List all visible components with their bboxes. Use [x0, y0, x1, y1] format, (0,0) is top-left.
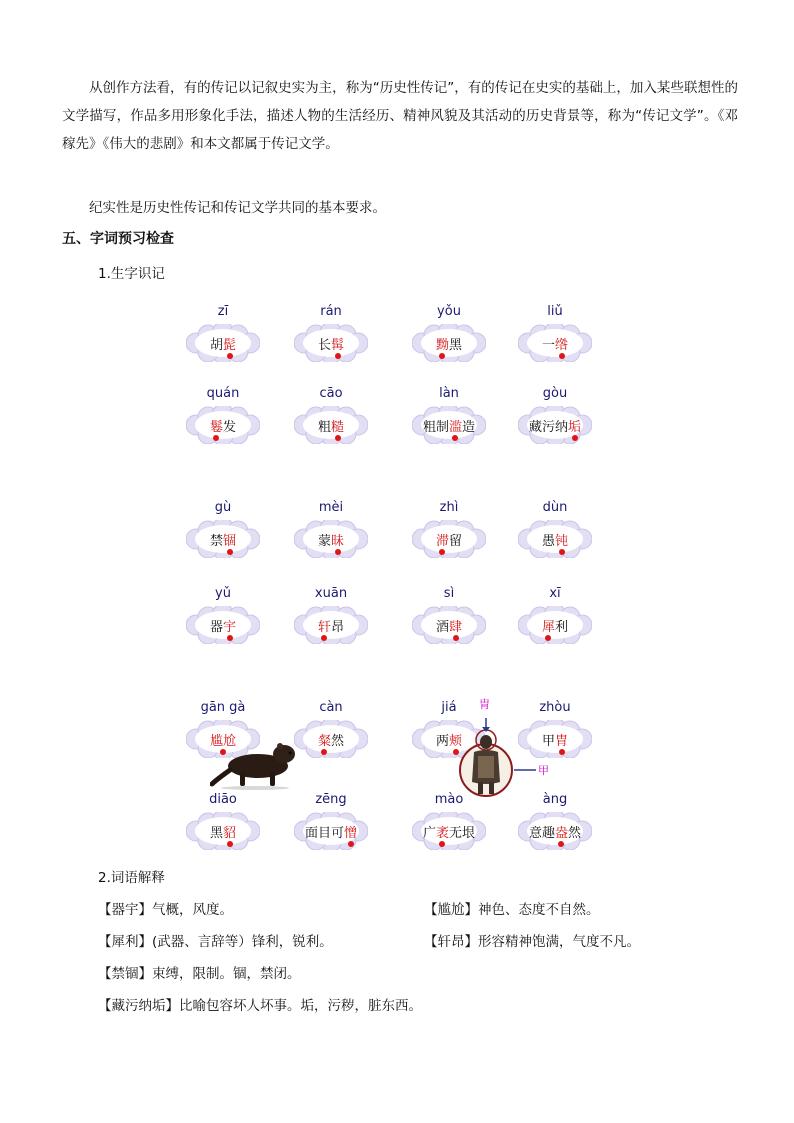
character-word	[518, 822, 592, 841]
armor-label-helmet: 胄	[479, 698, 490, 711]
character-card	[186, 792, 260, 862]
word-plain-suffix: 然	[331, 734, 345, 749]
character-card	[412, 386, 486, 456]
word-plain-suffix: 昂	[331, 620, 345, 635]
character-word	[294, 616, 368, 635]
pinyin-label: yǒu	[437, 304, 461, 319]
character-card	[518, 792, 592, 862]
emphasis-dot	[227, 635, 233, 641]
word-highlight: 宇	[223, 620, 237, 635]
word-plain-prefix: 粗制	[422, 420, 449, 435]
character-card	[294, 792, 368, 862]
word-plain-suffix: 留	[449, 534, 463, 549]
word-plain-suffix: 然	[568, 826, 582, 841]
word-highlight: 绺	[555, 338, 569, 353]
armor-label-body: 甲	[538, 764, 549, 777]
word-plain-prefix: 禁	[209, 534, 223, 549]
character-word	[412, 822, 486, 841]
character-word	[412, 530, 486, 549]
word-highlight: 昧	[331, 534, 345, 549]
pinyin-label: gān gà	[200, 700, 246, 715]
word-highlight: 滥	[448, 420, 462, 435]
word-highlight: 粲	[317, 734, 331, 749]
word-plain-prefix: 胡	[209, 338, 223, 353]
word-plain-prefix: 面目可	[304, 826, 344, 841]
emphasis-dot	[227, 549, 233, 555]
word-plain-prefix: 两	[435, 734, 449, 749]
word-highlight: 轩	[317, 620, 331, 635]
character-card	[186, 304, 260, 374]
word-highlight: 胄	[555, 734, 569, 749]
character-card	[412, 792, 486, 862]
character-card	[186, 586, 260, 656]
character-word	[186, 616, 260, 635]
word-highlight: 锢	[223, 534, 237, 549]
character-card	[186, 386, 260, 456]
definition-xuanang: 【轩昂】形容精神饱满，气度不凡。	[424, 934, 640, 950]
word-highlight: 滞	[435, 534, 449, 549]
character-word	[294, 334, 368, 353]
ferret-image	[210, 734, 300, 790]
pinyin-label: dùn	[542, 500, 568, 515]
definition-jingu: 【禁锢】束缚，限制。锢，禁闭。	[98, 966, 301, 982]
word-plain-prefix: 粗	[317, 420, 331, 435]
summary-paragraph: 纪实性是历史性传记和传记文学共同的基本要求。	[89, 200, 386, 216]
word-highlight: 憎	[344, 826, 358, 841]
pinyin-label: zhì	[439, 500, 459, 515]
word-highlight: 貂	[223, 826, 237, 841]
word-plain-prefix: 黑	[209, 826, 223, 841]
pinyin-label: zī	[217, 304, 229, 319]
word-plain-suffix: 利	[555, 620, 569, 635]
character-card	[294, 386, 368, 456]
character-word	[518, 616, 592, 635]
emphasis-dot	[348, 841, 354, 847]
character-card	[412, 586, 486, 656]
pinyin-label: zēng	[315, 792, 347, 807]
word-plain-prefix: 愚	[541, 534, 555, 549]
definition-qiyu: 【器宇】气概，风度。	[98, 902, 233, 918]
character-word	[186, 416, 260, 435]
pinyin-label: mào	[434, 792, 464, 807]
character-word	[186, 822, 260, 841]
word-plain-prefix: 酒	[435, 620, 449, 635]
pinyin-label: quán	[206, 386, 240, 401]
character-word	[186, 530, 260, 549]
pinyin-label: mèi	[318, 500, 344, 515]
character-word	[186, 334, 260, 353]
pinyin-label: yǔ	[215, 586, 231, 601]
character-card	[518, 304, 592, 374]
intro-paragraph: 从创作方法看，有的传记以记叙史实为主，称为“历史性传记”，有的传记在史实的基础上，加入某些联想性的文学描写，作品多用形象化手法，描述人物的生活经历、精神风貌及其活动的历史背景等，称为“传记文学”。《邓稼先》《伟大的悲剧》和本文都属于传记文学。	[62, 80, 738, 152]
emphasis-dot	[572, 435, 578, 441]
emphasis-dot	[453, 635, 459, 641]
character-word	[294, 416, 368, 435]
pinyin-label: àng	[542, 792, 568, 807]
character-word	[412, 616, 486, 635]
character-word	[518, 416, 592, 435]
word-highlight: 肆	[449, 620, 463, 635]
word-highlight: 袤	[435, 826, 449, 841]
word-plain-suffix: 无垠	[449, 826, 476, 841]
pinyin-label: càn	[319, 700, 343, 715]
word-plain-prefix: 广	[422, 826, 436, 841]
subheading-definitions: 2.词语解释	[98, 870, 165, 886]
word-highlight: 髭	[223, 338, 237, 353]
character-word	[518, 530, 592, 549]
character-card	[518, 500, 592, 570]
character-word	[518, 334, 592, 353]
character-word	[412, 334, 486, 353]
word-highlight: 尴尬	[209, 734, 236, 749]
word-plain-prefix: 甲	[541, 734, 555, 749]
word-highlight: 垢	[568, 420, 582, 435]
word-plain-prefix: 意趣	[528, 826, 555, 841]
word-highlight: 鬈	[209, 420, 223, 435]
pinyin-label: xī	[549, 586, 561, 601]
word-highlight: 盎	[554, 826, 568, 841]
word-highlight: 髯	[331, 338, 345, 353]
pinyin-label: xuān	[314, 586, 348, 601]
word-highlight: 糙	[331, 420, 345, 435]
definition-canghuinagou: 【藏污纳垢】比喻包容坏人坏事。垢，污秽，脏东西。	[98, 998, 422, 1014]
pinyin-label: jiá	[441, 700, 457, 715]
character-card	[186, 500, 260, 570]
emphasis-dot	[335, 549, 341, 555]
character-word	[412, 416, 486, 435]
word-plain-prefix: 藏污纳	[528, 420, 568, 435]
character-card	[294, 304, 368, 374]
word-plain-suffix: 发	[223, 420, 237, 435]
pinyin-label: cāo	[319, 386, 343, 401]
character-card	[412, 500, 486, 570]
pinyin-label: sì	[443, 586, 455, 601]
pinyin-label: rán	[320, 304, 342, 319]
word-plain-prefix: 一	[541, 338, 555, 353]
character-card	[294, 586, 368, 656]
character-card	[518, 386, 592, 456]
pinyin-label: gù	[214, 500, 232, 515]
pinyin-label: làn	[439, 386, 459, 401]
emphasis-dot	[227, 841, 233, 847]
word-plain-prefix: 器	[209, 620, 223, 635]
character-card	[294, 500, 368, 570]
definition-xili: 【犀利】(武器、言辞等）锋利，锐利。	[98, 934, 333, 950]
section-title: 五、字词预习检查	[62, 231, 174, 247]
pinyin-label: diāo	[209, 792, 237, 807]
emphasis-dot	[227, 353, 233, 359]
emphasis-dot	[335, 435, 341, 441]
character-word	[294, 730, 368, 749]
word-highlight: 黝	[435, 338, 449, 353]
pinyin-label: gòu	[542, 386, 568, 401]
armor-figure	[458, 712, 578, 802]
character-word	[294, 822, 368, 841]
word-plain-suffix: 造	[462, 420, 476, 435]
word-highlight: 颊	[449, 734, 463, 749]
emphasis-dot	[559, 549, 565, 555]
pinyin-label: zhòu	[539, 700, 571, 715]
subheading-characters: 1.生字识记	[98, 266, 165, 282]
word-plain-prefix: 蒙	[317, 534, 331, 549]
character-card	[518, 586, 592, 656]
character-card	[294, 700, 368, 770]
definition-ganga: 【尴尬】神色、态度不自然。	[424, 902, 600, 918]
emphasis-dot	[335, 353, 341, 359]
word-plain-suffix: 黑	[449, 338, 463, 353]
word-highlight: 犀	[541, 620, 555, 635]
character-card	[412, 304, 486, 374]
word-highlight: 钝	[555, 534, 569, 549]
pinyin-label: liǔ	[547, 304, 563, 319]
emphasis-dot	[559, 353, 565, 359]
word-plain-prefix: 长	[317, 338, 331, 353]
character-word	[294, 530, 368, 549]
